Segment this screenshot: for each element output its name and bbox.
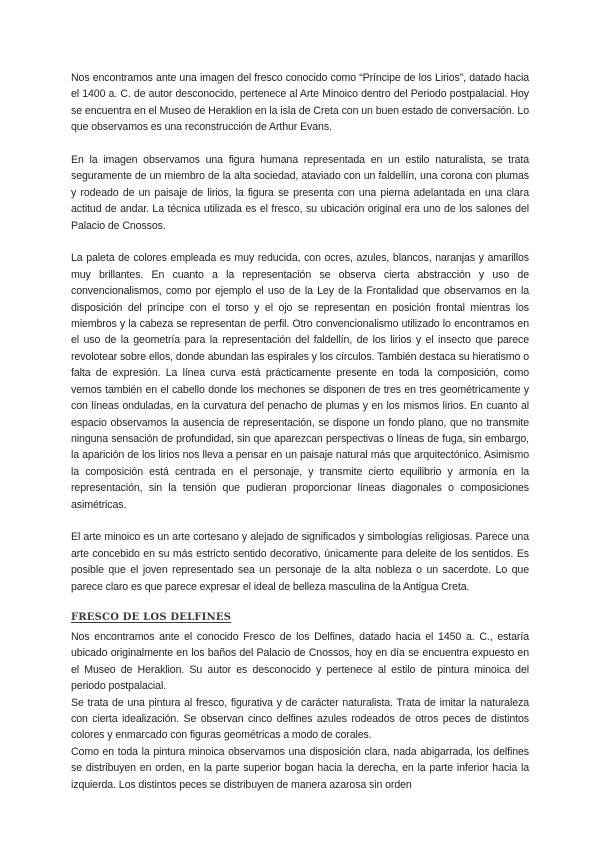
paragraph-description: En la imagen observamos una figura humana representada en un estilo naturalista, se trata seguramente de un miembro de la alta sociedad, ataviado con un faldellín, una corona con plumas y rodeado de un paisaje de lirios, la figura se presenta con una pierna adelantada en una clara actitud de andar. La técnica utilizada es el fresco, su ubicación original era uno de los salones del Palacio de Cnossos.	[71, 154, 529, 232]
paragraph-delfines-composition: Como en toda la pintura minoica observamos una disposición clara, nada abigarrada, los delfines se distribuyen en orden, en la parte superior bogan hacia la derecha, en la parte inferior hacia la izquierda. Los distintos peces se distribuyen de manera azarosa sin orden	[71, 745, 529, 791]
paragraph-delfines-technique: Se trata de una pintura al fresco, figurativa y de carácter naturalista. Trata de imitar la naturaleza con cierta idealización. Se observan cinco delfines azules rodeados de otros peces de distintos colores y enmarcado con figuras geométricas a modo de corales.	[71, 696, 529, 742]
paragraph-conclusion: El arte minoico es un arte cortesano y alejado de significados y simbologías religiosas. Parece una arte concebido en su más estricto sentido decorativo, únicamente para deleite de los sentidos. Es posible que el joven representado sea un personaje de la alta nobleza o un sacerdote. Lo que parece claro es que parece expresar el ideal de belleza masculina de la Antigua Creta.	[71, 531, 529, 593]
section-heading-fresco-delfines: FRESCO DE LOS DELFINES	[71, 611, 232, 623]
document-page	[71, 70, 529, 793]
paragraph-intro: Nos encontramos ante una imagen del fresco conocido como “Príncipe de los Lirios”, datado hacia el 1400 a. C. de autor desconocido, pertenece al Arte Minoico dentro del Periodo postpalacial. Hoy se encuentra en el Museo de Heraklion en la isla de Creta con un buen estado de conversación. Lo que observamos es una reconstrucción de Arthur Evans.	[71, 72, 529, 134]
paragraph-analysis: La paleta de colores empleada es muy reducida, con ocres, azules, blancos, naranjas y amarillos muy brillantes. En cuanto a la representación se observa cierta abstracción y uso de convencionalismos, como por ejemplo el uso de la Ley de la Frontalidad que observamos en la disposición del príncipe con el torso y el ojo se representan en posición frontal mientras los miembros y la cabeza se representan de perfil. Otro convencionalismo utilizado lo encontramos en el uso de la geometría para la representación del faldellín, de los lirios y el insecto que parece revolotear sobre ellos, donde abundan las espirales y los círculos. También destaca su hieratismo o falta de expresión. La línea curva está prácticamente presente en toda la composición, como vemos también en el cabello donde los mechones se disponen de tres en tres geométricamente y con líneas onduladas, en la curvatura del penacho de plumas y en los mismos lirios. En cuanto al espacio observamos la ausencia de representación, se dispone un fondo plano, que no transmite ninguna sensación de profundidad, sin que aparezcan perspectivas o líneas de fuga, sin embargo, la aparición de los lirios nos lleva a pensar en un paisaje natural más que arquitectónico. Asimismo la composición está centrada en el personaje, y transmite cierto equilibrio y armonía en la representación, sin la tensión que pudieran proporcionar líneas diagonales o composiciones asimétricas.	[71, 252, 529, 511]
paragraph-delfines-intro: Nos encontramos ante el conocido Fresco de los Delfines, datado hacia el 1450 a. C., estaría ubicado originalmente en los baños del Palacio de Cnossos, hoy en día se encuentra expuesto en el Museo de Heraklion. Su autor es desconocido y pertenece al estilo de pintura minoica del periodo postpalacial.	[71, 630, 529, 693]
